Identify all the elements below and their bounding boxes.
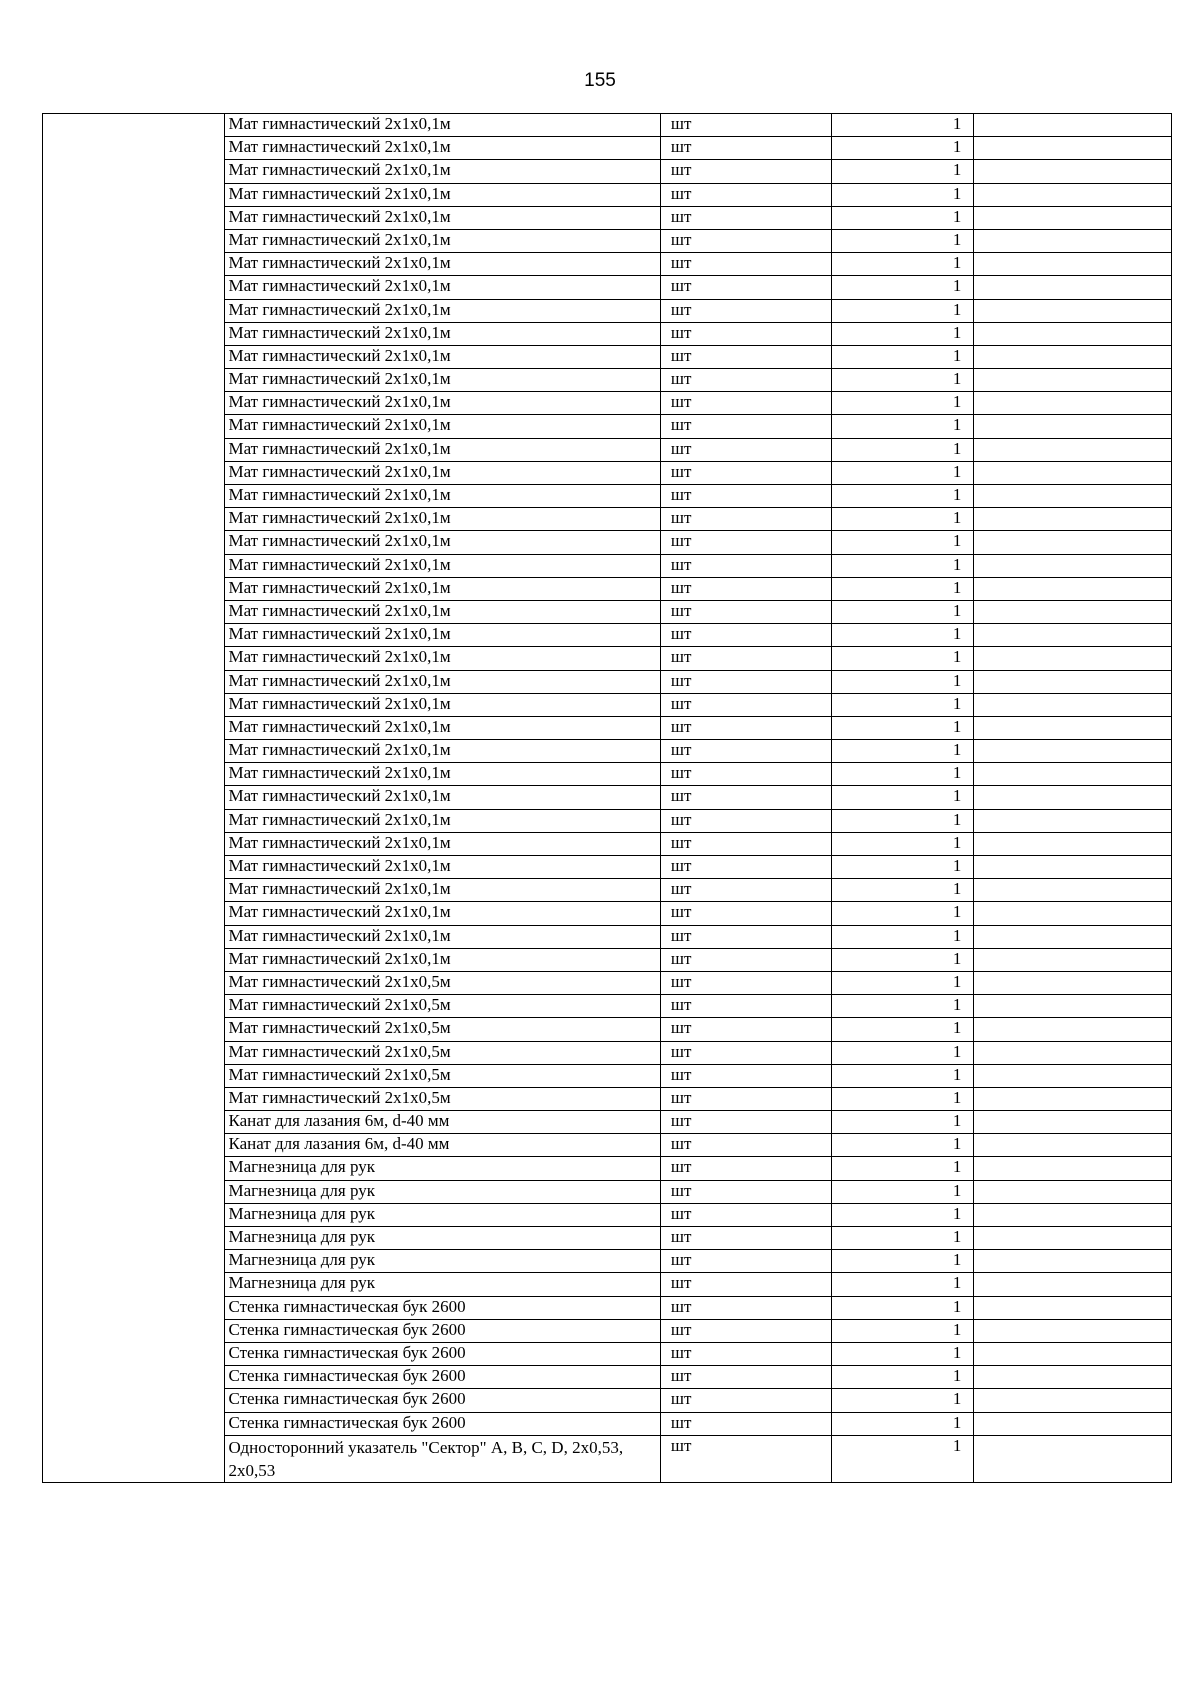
unit-cell: шт bbox=[660, 137, 831, 160]
empty-note-cell bbox=[974, 392, 1172, 415]
item-name-cell: Мат гимнастический 2х1х0,1м bbox=[225, 948, 660, 971]
empty-note-cell bbox=[974, 345, 1172, 368]
item-name-cell: Мат гимнастический 2х1х0,1м bbox=[225, 856, 660, 879]
empty-note-cell bbox=[974, 786, 1172, 809]
unit-cell: шт bbox=[660, 832, 831, 855]
table-row bbox=[43, 114, 1172, 137]
item-name-cell: Мат гимнастический 2х1х0,1м bbox=[225, 600, 660, 623]
empty-note-cell bbox=[974, 763, 1172, 786]
item-name-cell: Мат гимнастический 2х1х0,1м bbox=[225, 624, 660, 647]
empty-note-cell bbox=[974, 415, 1172, 438]
item-name-cell: Мат гимнастический 2х1х0,1м bbox=[225, 183, 660, 206]
item-name-cell: Мат гимнастический 2х1х0,1м bbox=[225, 276, 660, 299]
item-name-cell: Мат гимнастический 2х1х0,1м bbox=[225, 508, 660, 531]
quantity-cell: 1 bbox=[832, 716, 974, 739]
quantity-cell: 1 bbox=[832, 1389, 974, 1412]
empty-note-cell bbox=[974, 1041, 1172, 1064]
quantity-cell: 1 bbox=[832, 856, 974, 879]
quantity-cell: 1 bbox=[832, 1018, 974, 1041]
unit-cell: шт bbox=[660, 1134, 831, 1157]
quantity-cell: 1 bbox=[832, 971, 974, 994]
empty-note-cell bbox=[974, 160, 1172, 183]
unit-cell: шт bbox=[660, 1366, 831, 1389]
inventory-table-body bbox=[43, 114, 1172, 1483]
item-name-cell: Мат гимнастический 2х1х0,1м bbox=[225, 832, 660, 855]
unit-cell: шт bbox=[660, 1412, 831, 1435]
item-name-cell: Стенка гимнастическая бук 2600 bbox=[225, 1412, 660, 1435]
item-name-cell: Мат гимнастический 2х1х0,1м bbox=[225, 114, 660, 137]
unit-cell: шт bbox=[660, 345, 831, 368]
unit-cell: шт bbox=[660, 1111, 831, 1134]
empty-note-cell bbox=[974, 1250, 1172, 1273]
item-name-cell: Мат гимнастический 2х1х0,1м bbox=[225, 740, 660, 763]
unit-cell: шт bbox=[660, 369, 831, 392]
unit-cell: шт bbox=[660, 902, 831, 925]
quantity-cell: 1 bbox=[832, 693, 974, 716]
item-name-cell: Односторонний указатель "Сектор" А, В, С, D, 2х0,53, 2х0,53 bbox=[225, 1435, 660, 1482]
quantity-cell: 1 bbox=[832, 740, 974, 763]
item-name-cell: Стенка гимнастическая бук 2600 bbox=[225, 1366, 660, 1389]
empty-note-cell bbox=[974, 183, 1172, 206]
quantity-cell: 1 bbox=[832, 1111, 974, 1134]
item-name-cell: Стенка гимнастическая бук 2600 bbox=[225, 1342, 660, 1365]
unit-cell: шт bbox=[660, 693, 831, 716]
empty-note-cell bbox=[974, 1064, 1172, 1087]
empty-note-cell bbox=[974, 1435, 1172, 1482]
quantity-cell: 1 bbox=[832, 577, 974, 600]
unit-cell: шт bbox=[660, 577, 831, 600]
unit-cell: шт bbox=[660, 1227, 831, 1250]
empty-note-cell bbox=[974, 1157, 1172, 1180]
empty-note-cell bbox=[974, 995, 1172, 1018]
unit-cell: шт bbox=[660, 670, 831, 693]
quantity-cell: 1 bbox=[832, 647, 974, 670]
quantity-cell: 1 bbox=[832, 995, 974, 1018]
item-name-cell: Мат гимнастический 2х1х0,5м bbox=[225, 1041, 660, 1064]
empty-note-cell bbox=[974, 461, 1172, 484]
quantity-cell: 1 bbox=[832, 1203, 974, 1226]
empty-section-cell bbox=[43, 114, 225, 1483]
unit-cell: шт bbox=[660, 299, 831, 322]
empty-note-cell bbox=[974, 1273, 1172, 1296]
quantity-cell: 1 bbox=[832, 392, 974, 415]
quantity-cell: 1 bbox=[832, 879, 974, 902]
unit-cell: шт bbox=[660, 1296, 831, 1319]
unit-cell: шт bbox=[660, 995, 831, 1018]
quantity-cell: 1 bbox=[832, 1041, 974, 1064]
item-name-cell: Магнезница для рук bbox=[225, 1273, 660, 1296]
item-name-cell: Магнезница для рук bbox=[225, 1180, 660, 1203]
empty-note-cell bbox=[974, 1180, 1172, 1203]
item-name-cell: Мат гимнастический 2х1х0,5м bbox=[225, 1018, 660, 1041]
item-name-cell: Стенка гимнастическая бук 2600 bbox=[225, 1296, 660, 1319]
quantity-cell: 1 bbox=[832, 299, 974, 322]
empty-note-cell bbox=[974, 1366, 1172, 1389]
quantity-cell: 1 bbox=[832, 1180, 974, 1203]
unit-cell: шт bbox=[660, 392, 831, 415]
item-name-cell: Мат гимнастический 2х1х0,1м bbox=[225, 299, 660, 322]
item-name-cell: Мат гимнастический 2х1х0,5м bbox=[225, 971, 660, 994]
empty-note-cell bbox=[974, 948, 1172, 971]
empty-note-cell bbox=[974, 1087, 1172, 1110]
item-name-cell: Мат гимнастический 2х1х0,1м bbox=[225, 716, 660, 739]
quantity-cell: 1 bbox=[832, 485, 974, 508]
unit-cell: шт bbox=[660, 1342, 831, 1365]
unit-cell: шт bbox=[660, 554, 831, 577]
unit-cell: шт bbox=[660, 1389, 831, 1412]
unit-cell: шт bbox=[660, 1041, 831, 1064]
quantity-cell: 1 bbox=[832, 1319, 974, 1342]
empty-note-cell bbox=[974, 716, 1172, 739]
empty-note-cell bbox=[974, 1319, 1172, 1342]
unit-cell: шт bbox=[660, 206, 831, 229]
item-name-cell: Мат гимнастический 2х1х0,1м bbox=[225, 415, 660, 438]
empty-note-cell bbox=[974, 925, 1172, 948]
empty-note-cell bbox=[974, 1342, 1172, 1365]
empty-note-cell bbox=[974, 971, 1172, 994]
quantity-cell: 1 bbox=[832, 508, 974, 531]
unit-cell: шт bbox=[660, 415, 831, 438]
item-name-cell: Магнезница для рук bbox=[225, 1250, 660, 1273]
unit-cell: шт bbox=[660, 253, 831, 276]
item-name-cell: Мат гимнастический 2х1х0,5м bbox=[225, 1087, 660, 1110]
item-name-cell: Мат гимнастический 2х1х0,1м bbox=[225, 879, 660, 902]
unit-cell: шт bbox=[660, 160, 831, 183]
quantity-cell: 1 bbox=[832, 1087, 974, 1110]
item-name-cell: Мат гимнастический 2х1х0,1м bbox=[225, 137, 660, 160]
quantity-cell: 1 bbox=[832, 948, 974, 971]
item-name-cell: Мат гимнастический 2х1х0,1м bbox=[225, 693, 660, 716]
item-name-cell: Мат гимнастический 2х1х0,5м bbox=[225, 1064, 660, 1087]
empty-note-cell bbox=[974, 1412, 1172, 1435]
empty-note-cell bbox=[974, 577, 1172, 600]
item-name-cell: Мат гимнастический 2х1х0,1м bbox=[225, 531, 660, 554]
item-name-cell: Мат гимнастический 2х1х0,1м bbox=[225, 763, 660, 786]
quantity-cell: 1 bbox=[832, 160, 974, 183]
quantity-cell: 1 bbox=[832, 554, 974, 577]
page-number: 155 bbox=[584, 70, 616, 91]
unit-cell: шт bbox=[660, 925, 831, 948]
unit-cell: шт bbox=[660, 1157, 831, 1180]
inventory-table bbox=[42, 113, 1172, 1483]
unit-cell: шт bbox=[660, 809, 831, 832]
quantity-cell: 1 bbox=[832, 763, 974, 786]
unit-cell: шт bbox=[660, 1250, 831, 1273]
unit-cell: шт bbox=[660, 1180, 831, 1203]
empty-note-cell bbox=[974, 1389, 1172, 1412]
empty-note-cell bbox=[974, 670, 1172, 693]
empty-note-cell bbox=[974, 253, 1172, 276]
unit-cell: шт bbox=[660, 114, 831, 137]
empty-note-cell bbox=[974, 206, 1172, 229]
empty-note-cell bbox=[974, 1296, 1172, 1319]
quantity-cell: 1 bbox=[832, 600, 974, 623]
unit-cell: шт bbox=[660, 508, 831, 531]
quantity-cell: 1 bbox=[832, 1296, 974, 1319]
quantity-cell: 1 bbox=[832, 786, 974, 809]
unit-cell: шт bbox=[660, 1319, 831, 1342]
empty-note-cell bbox=[974, 809, 1172, 832]
unit-cell: шт bbox=[660, 322, 831, 345]
unit-cell: шт bbox=[660, 948, 831, 971]
quantity-cell: 1 bbox=[832, 1412, 974, 1435]
empty-note-cell bbox=[974, 485, 1172, 508]
empty-note-cell bbox=[974, 137, 1172, 160]
quantity-cell: 1 bbox=[832, 902, 974, 925]
unit-cell: шт bbox=[660, 971, 831, 994]
quantity-cell: 1 bbox=[832, 1273, 974, 1296]
item-name-cell: Канат для лазания 6м, d-40 мм bbox=[225, 1134, 660, 1157]
empty-note-cell bbox=[974, 229, 1172, 252]
item-name-cell: Стенка гимнастическая бук 2600 bbox=[225, 1389, 660, 1412]
quantity-cell: 1 bbox=[832, 1064, 974, 1087]
empty-note-cell bbox=[974, 299, 1172, 322]
unit-cell: шт bbox=[660, 647, 831, 670]
empty-note-cell bbox=[974, 1018, 1172, 1041]
empty-note-cell bbox=[974, 879, 1172, 902]
empty-note-cell bbox=[974, 856, 1172, 879]
item-name-cell: Мат гимнастический 2х1х0,1м bbox=[225, 322, 660, 345]
unit-cell: шт bbox=[660, 229, 831, 252]
unit-cell: шт bbox=[660, 438, 831, 461]
quantity-cell: 1 bbox=[832, 832, 974, 855]
unit-cell: шт bbox=[660, 786, 831, 809]
empty-note-cell bbox=[974, 369, 1172, 392]
empty-note-cell bbox=[974, 693, 1172, 716]
empty-note-cell bbox=[974, 832, 1172, 855]
quantity-cell: 1 bbox=[832, 415, 974, 438]
unit-cell: шт bbox=[660, 716, 831, 739]
empty-note-cell bbox=[974, 554, 1172, 577]
item-name-cell: Мат гимнастический 2х1х0,1м bbox=[225, 809, 660, 832]
item-name-cell: Мат гимнастический 2х1х0,1м bbox=[225, 392, 660, 415]
item-name-cell: Стенка гимнастическая бук 2600 bbox=[225, 1319, 660, 1342]
item-name-cell: Магнезница для рук bbox=[225, 1227, 660, 1250]
unit-cell: шт bbox=[660, 624, 831, 647]
item-name-cell: Мат гимнастический 2х1х0,1м bbox=[225, 925, 660, 948]
empty-note-cell bbox=[974, 114, 1172, 137]
quantity-cell: 1 bbox=[832, 461, 974, 484]
quantity-cell: 1 bbox=[832, 1157, 974, 1180]
unit-cell: шт bbox=[660, 740, 831, 763]
item-name-cell: Мат гимнастический 2х1х0,1м bbox=[225, 485, 660, 508]
quantity-cell: 1 bbox=[832, 1227, 974, 1250]
item-name-cell: Магнезница для рук bbox=[225, 1157, 660, 1180]
quantity-cell: 1 bbox=[832, 229, 974, 252]
item-name-cell: Мат гимнастический 2х1х0,1м bbox=[225, 554, 660, 577]
unit-cell: шт bbox=[660, 461, 831, 484]
quantity-cell: 1 bbox=[832, 1134, 974, 1157]
quantity-cell: 1 bbox=[832, 322, 974, 345]
quantity-cell: 1 bbox=[832, 114, 974, 137]
unit-cell: шт bbox=[660, 856, 831, 879]
empty-note-cell bbox=[974, 1134, 1172, 1157]
unit-cell: шт bbox=[660, 879, 831, 902]
item-name-cell: Мат гимнастический 2х1х0,1м bbox=[225, 461, 660, 484]
item-name-cell: Мат гимнастический 2х1х0,1м bbox=[225, 786, 660, 809]
quantity-cell: 1 bbox=[832, 253, 974, 276]
item-name-cell: Мат гимнастический 2х1х0,1м bbox=[225, 369, 660, 392]
item-name-cell: Мат гимнастический 2х1х0,1м bbox=[225, 345, 660, 368]
quantity-cell: 1 bbox=[832, 137, 974, 160]
item-name-cell: Канат для лазания 6м, d-40 мм bbox=[225, 1111, 660, 1134]
unit-cell: шт bbox=[660, 1018, 831, 1041]
quantity-cell: 1 bbox=[832, 369, 974, 392]
quantity-cell: 1 bbox=[832, 276, 974, 299]
empty-note-cell bbox=[974, 322, 1172, 345]
unit-cell: шт bbox=[660, 1273, 831, 1296]
empty-note-cell bbox=[974, 647, 1172, 670]
empty-note-cell bbox=[974, 531, 1172, 554]
quantity-cell: 1 bbox=[832, 1342, 974, 1365]
quantity-cell: 1 bbox=[832, 624, 974, 647]
quantity-cell: 1 bbox=[832, 438, 974, 461]
empty-note-cell bbox=[974, 1203, 1172, 1226]
unit-cell: шт bbox=[660, 763, 831, 786]
quantity-cell: 1 bbox=[832, 1435, 974, 1482]
item-name-cell: Мат гимнастический 2х1х0,1м bbox=[225, 160, 660, 183]
empty-note-cell bbox=[974, 1111, 1172, 1134]
empty-note-cell bbox=[974, 740, 1172, 763]
quantity-cell: 1 bbox=[832, 809, 974, 832]
unit-cell: шт bbox=[660, 485, 831, 508]
quantity-cell: 1 bbox=[832, 1250, 974, 1273]
item-name-cell: Мат гимнастический 2х1х0,5м bbox=[225, 995, 660, 1018]
unit-cell: шт bbox=[660, 1064, 831, 1087]
item-name-cell: Мат гимнастический 2х1х0,1м bbox=[225, 438, 660, 461]
quantity-cell: 1 bbox=[832, 345, 974, 368]
unit-cell: шт bbox=[660, 1087, 831, 1110]
quantity-cell: 1 bbox=[832, 531, 974, 554]
item-name-cell: Мат гимнастический 2х1х0,1м bbox=[225, 577, 660, 600]
unit-cell: шт bbox=[660, 1435, 831, 1482]
unit-cell: шт bbox=[660, 183, 831, 206]
item-name-cell: Мат гимнастический 2х1х0,1м bbox=[225, 670, 660, 693]
unit-cell: шт bbox=[660, 276, 831, 299]
quantity-cell: 1 bbox=[832, 1366, 974, 1389]
empty-note-cell bbox=[974, 624, 1172, 647]
unit-cell: шт bbox=[660, 600, 831, 623]
item-name-cell: Мат гимнастический 2х1х0,1м bbox=[225, 647, 660, 670]
quantity-cell: 1 bbox=[832, 670, 974, 693]
item-name-cell: Мат гимнастический 2х1х0,1м bbox=[225, 229, 660, 252]
empty-note-cell bbox=[974, 902, 1172, 925]
quantity-cell: 1 bbox=[832, 183, 974, 206]
item-name-cell: Мат гимнастический 2х1х0,1м bbox=[225, 902, 660, 925]
empty-note-cell bbox=[974, 1227, 1172, 1250]
empty-note-cell bbox=[974, 600, 1172, 623]
unit-cell: шт bbox=[660, 531, 831, 554]
item-name-cell: Магнезница для рук bbox=[225, 1203, 660, 1226]
empty-note-cell bbox=[974, 438, 1172, 461]
empty-note-cell bbox=[974, 276, 1172, 299]
quantity-cell: 1 bbox=[832, 925, 974, 948]
item-name-cell: Мат гимнастический 2х1х0,1м bbox=[225, 253, 660, 276]
empty-note-cell bbox=[974, 508, 1172, 531]
quantity-cell: 1 bbox=[832, 206, 974, 229]
item-name-cell: Мат гимнастический 2х1х0,1м bbox=[225, 206, 660, 229]
unit-cell: шт bbox=[660, 1203, 831, 1226]
